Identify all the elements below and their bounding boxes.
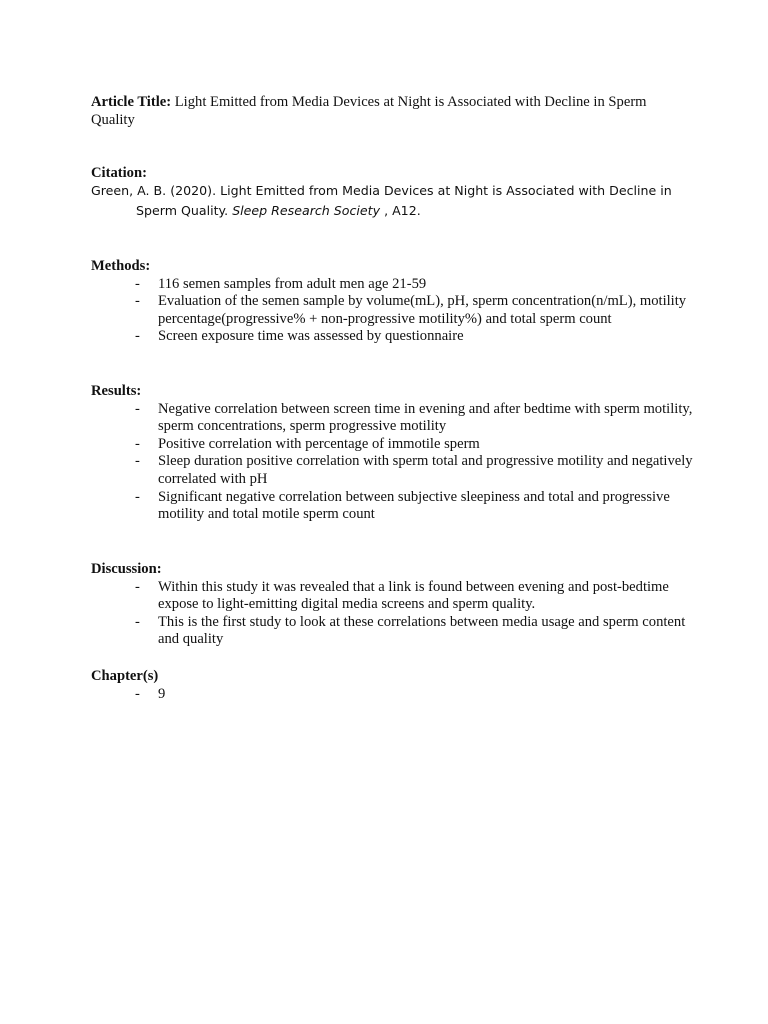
list-item — [91, 401, 703, 436]
list-item — [91, 436, 703, 454]
list-item-text: 116 semen samples from adult men age 21-59 — [158, 275, 427, 292]
discussion-heading: Discussion: — [91, 561, 162, 577]
list-item — [91, 686, 703, 704]
chapters-heading: Chapter(s) — [91, 668, 159, 684]
methods-section — [91, 258, 691, 346]
list-item-text: Positive correlation with percentage of immotile sperm — [158, 435, 480, 452]
list-item — [91, 453, 703, 488]
article-title-block — [91, 94, 691, 129]
dash-bullet: - — [135, 685, 140, 702]
list-item-text: 9 — [158, 685, 166, 702]
chapters-list — [91, 686, 691, 704]
dash-bullet: - — [135, 613, 140, 630]
article-title-label: Article Title: — [91, 94, 172, 110]
dash-bullet: - — [135, 293, 140, 310]
list-item-text: Screen exposure time was assessed by questionnaire — [158, 328, 464, 345]
list-item — [91, 293, 703, 328]
list-item — [91, 489, 703, 524]
list-item-text: Evaluation of the semen sample by volume(mL), pH, sperm concentration(n/mL), motility percentage(progressive% + non-progressive motility%) and total sperm count — [158, 293, 687, 327]
dash-bullet: - — [135, 435, 140, 452]
discussion-list — [91, 579, 691, 649]
dash-bullet: - — [135, 578, 140, 595]
citation-heading: Citation: — [91, 165, 147, 181]
citation-text — [91, 181, 706, 221]
list-item — [91, 579, 703, 614]
results-list — [91, 401, 691, 524]
dash-bullet: - — [135, 400, 140, 417]
list-item-text: Within this study it was revealed that a link is found between evening and post-bedtime expose to light-emitting digital media screens and sperm quality. — [158, 578, 669, 613]
methods-list — [91, 276, 691, 346]
article-title-text: Light Emitted from Media Devices at Night is Associated with Decline in Sperm Quality — [91, 94, 647, 128]
list-item-text: Negative correlation between screen time in evening and after bedtime with sperm motility, sperm concentrations, sperm progressive motility — [158, 400, 693, 435]
citation-block — [91, 181, 691, 221]
list-item — [91, 276, 703, 294]
chapters-section — [91, 668, 691, 703]
results-section — [91, 383, 691, 524]
citation-heading-block — [91, 165, 691, 183]
list-item — [91, 614, 703, 649]
list-item — [91, 328, 703, 346]
results-heading: Results: — [91, 383, 142, 399]
citation-text-before: Green, A. B. (2020). Light Emitted from Media Devices at Night is Associated with Decline in Sperm Quality. — [91, 183, 672, 218]
article-title — [91, 94, 691, 129]
citation-text-after: , A12. — [380, 203, 421, 218]
list-item-text: Sleep duration positive correlation with sperm total and progressive motility and negatively correlated with pH — [158, 453, 693, 487]
dash-bullet: - — [135, 328, 140, 345]
dash-bullet: - — [135, 488, 140, 505]
discussion-section — [91, 561, 691, 649]
methods-heading: Methods: — [91, 258, 151, 274]
dash-bullet: - — [135, 275, 140, 292]
list-item-text: Significant negative correlation between subjective sleepiness and total and progressive motility and total motile sperm count — [158, 488, 670, 523]
dash-bullet: - — [135, 453, 140, 470]
list-item-text: This is the first study to look at these correlations between media usage and sperm content and quality — [158, 613, 686, 648]
citation-journal: Sleep Research Society — [232, 203, 381, 218]
